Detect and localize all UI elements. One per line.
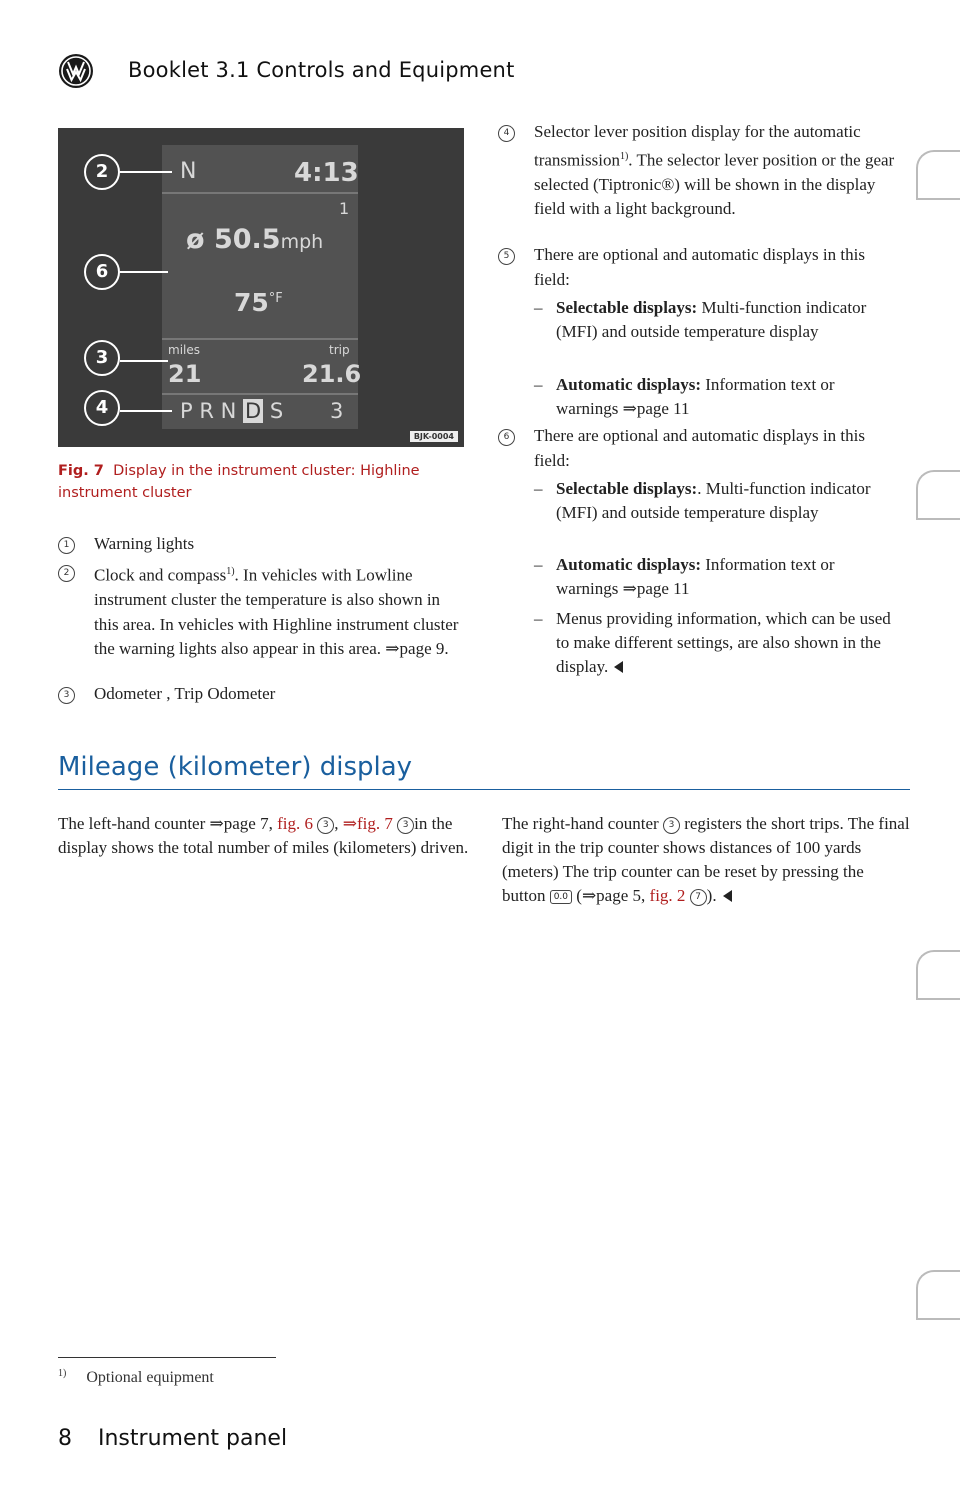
- end-of-section-icon: [723, 890, 732, 902]
- section-rule: [58, 789, 910, 790]
- legend-item-3: 3 Odometer , Trip Odometer: [58, 682, 468, 707]
- gear-selector-display: P R N D S: [180, 399, 284, 423]
- odometer-value: 21: [168, 360, 202, 388]
- section-title: Mileage (kilometer) display: [58, 752, 413, 782]
- avg-speed-display: ø 50.5mph: [186, 224, 324, 255]
- callout-4: 4: [84, 390, 120, 426]
- odometer-label: miles: [168, 343, 200, 357]
- callout-6: 6: [84, 254, 120, 290]
- page-tab-marker: [916, 470, 960, 520]
- item6-sub-selectable: – Selectable displays:. Multi-function indicator (MFI) and outside temperature display: [534, 479, 871, 522]
- temperature-display: $75^{^\circ F}$: [234, 288, 283, 317]
- item6-sub-menus: – Menus providing information, which can be used to make different settings, are also shown in the display.: [534, 609, 891, 676]
- page-tab-marker: [916, 950, 960, 1000]
- callout-3: 3: [84, 340, 120, 376]
- fig-6-link[interactable]: fig. 6: [277, 814, 313, 833]
- reset-button-icon: 0.0: [550, 890, 572, 904]
- clock-display: 4:13: [294, 158, 359, 188]
- page-tab-marker: [916, 150, 960, 200]
- footnote-rule: [58, 1357, 276, 1358]
- legend-item-5: 5 There are optional and automatic displays in this field:: [498, 243, 898, 292]
- legend-item-1: 1 Warning lights: [58, 532, 468, 557]
- mfi-index: 1: [339, 199, 350, 218]
- trip-value: 21.6: [302, 360, 362, 388]
- callout-2: 2: [84, 154, 120, 190]
- gear-number: 3: [330, 399, 344, 423]
- booklet-title: Booklet 3.1 Controls and Equipment: [128, 58, 515, 82]
- left-counter-paragraph: The left-hand counter ⇒page 7, fig. 6 3 , ⇒fig. 7 3 in the display shows the total number of miles (kilometers) driven.: [58, 814, 469, 857]
- page-number: 8: [58, 1426, 72, 1451]
- vw-logo-icon: [58, 53, 94, 89]
- legend-item-6: 6 There are optional and automatic displays in this field:: [498, 424, 898, 473]
- footnote: $^{1)}$ Optional equipment: [58, 1368, 214, 1386]
- instrument-cluster-figure: [58, 128, 464, 447]
- legend-item-4: 4 Selector lever position display for the automatic transmission$^{1)}$. The selector lever position or the gear selected (Tiptronic®) will be shown in the display field with a light background.: [498, 120, 898, 222]
- compass-direction: N: [180, 159, 197, 184]
- item5-sub-automatic: – Automatic displays: Information text or warnings ⇒page 11: [534, 375, 835, 418]
- item5-sub-selectable: – Selectable displays: Multi-function indicator (MFI) and outside temperature display: [534, 298, 867, 341]
- footer-section-name: Instrument panel: [98, 1426, 288, 1451]
- fig-2-link[interactable]: fig. 2: [649, 886, 686, 905]
- end-of-section-icon: [614, 661, 623, 673]
- figure-caption: Fig. 7 Display in the instrument cluster: Highline instrument cluster: [58, 463, 420, 501]
- page-tab-marker: [916, 1270, 960, 1320]
- figure-id: BJK-0004: [410, 431, 458, 442]
- trip-label: trip: [329, 343, 350, 357]
- right-counter-paragraph: The right-hand counter 3 registers the short trips. The final digit in the trip counter shows distances of 100 yards (meters) The trip counter can be reset by pressing the button 0.0 (⇒page 5, fig. 2 7 ).: [502, 814, 910, 905]
- legend-item-2: 2 Clock and compass$^{1)}$. In vehicles with Lowline instrument cluster the temperature is also shown in this area. In vehicles with Highline instrument cluster the warning lights also appear in this area. ⇒page 9.: [58, 560, 468, 662]
- item6-sub-automatic: – Automatic displays: Information text or warnings ⇒page 11: [534, 555, 835, 598]
- gear-selected: D: [245, 399, 262, 423]
- fig-7-link[interactable]: ⇒fig. 7: [342, 814, 393, 833]
